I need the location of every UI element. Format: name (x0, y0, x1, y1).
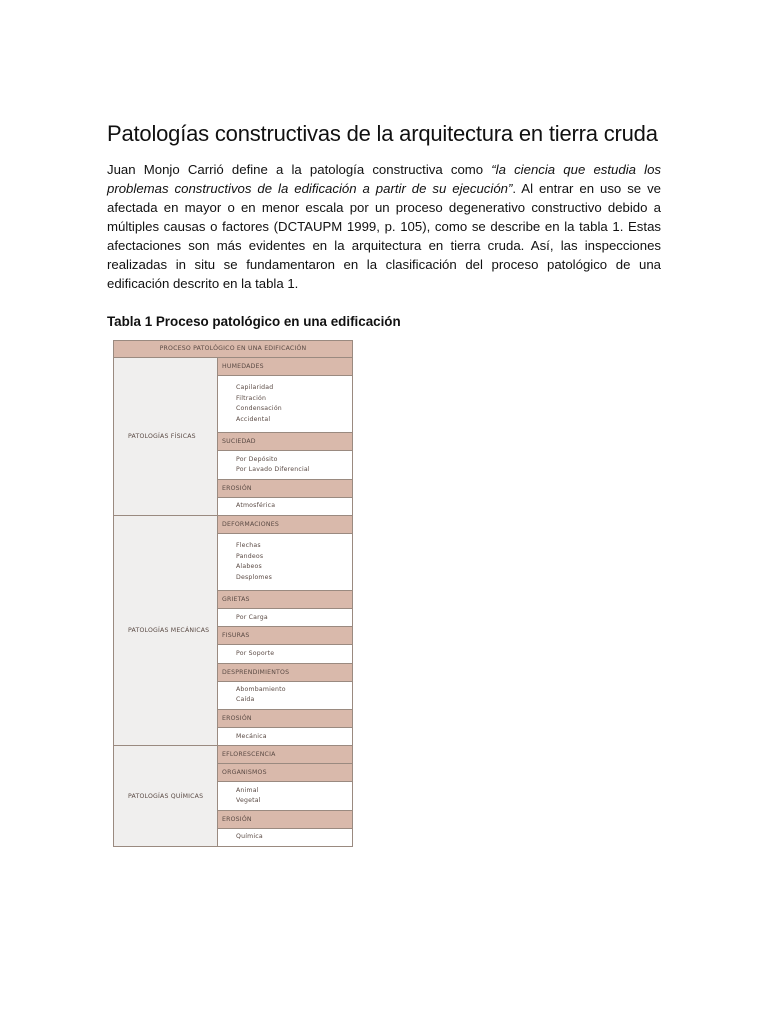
table-category: FISURAS (218, 627, 352, 645)
table-category: DESPRENDIMIENTOS (218, 664, 352, 682)
table-items-cell (218, 829, 352, 847)
table-items-cell (218, 645, 352, 663)
table-item: Abombamiento (236, 685, 286, 693)
table-item: Por Carga (236, 613, 268, 621)
table-item: Por Soporte (236, 649, 275, 657)
table-category: EROSIÓN (218, 480, 352, 498)
table-category: ORGANISMOS (218, 764, 352, 782)
table-item: Desplomes (236, 573, 273, 581)
table-items-cell (218, 728, 352, 746)
table-item: Filtración (236, 394, 267, 402)
body-paragraph (107, 160, 661, 293)
paragraph-quote: “la ciencia que estudia los problemas constructivos de la edificación a partir de su ejecución” (107, 162, 661, 196)
section-heading: Patologías constructivas de la arquitectura en tierra cruda (107, 121, 658, 146)
table-items-cell (218, 682, 352, 711)
table-group: PATOLOGÍAS QUÍMICAS (114, 746, 218, 847)
table-category: EFLORESCENCIA (218, 746, 352, 764)
pathology-table (113, 340, 353, 847)
table-caption: Tabla 1 Proceso patológico en una edificación (107, 314, 401, 329)
table-group: PATOLOGÍAS FÍSICAS (114, 358, 218, 516)
table-item: Mecánica (236, 732, 267, 740)
table-category: SUCIEDAD (218, 433, 352, 451)
table-item: Caída (236, 696, 255, 704)
table-item: Accidental (236, 415, 271, 423)
table-category: EROSIÓN (218, 710, 352, 728)
table-items-cell (218, 609, 352, 627)
table-item: Por Lavado Diferencial (236, 465, 310, 473)
table-item: Química (236, 833, 263, 841)
table-item: Por Depósito (236, 455, 278, 463)
table-item: Flechas (236, 542, 261, 550)
table-item: Atmosférica (236, 502, 276, 510)
table-category: DEFORMACIONES (218, 516, 352, 534)
table-item: Pandeos (236, 552, 264, 560)
table-category: GRIETAS (218, 591, 352, 609)
table-item: Vegetal (236, 797, 261, 805)
table-items-cell (218, 376, 352, 433)
table-category: EROSIÓN (218, 811, 352, 829)
table-items-cell (218, 534, 352, 591)
table-item: Condensación (236, 405, 282, 413)
table-items-cell (218, 451, 352, 480)
paragraph-text-2: . Al entrar en uso se ve afectada en mayor o en menor escala por un proceso degenerativo constructivo debido a múltiples causas o factores (DCTAUPM 1999, p. 105), como se describe en la tabla 1. Estas afectaciones son más evidentes en la arquitectura en tierra cruda. Así, las inspecciones realizadas in situ se fundamentaron en la clasificación del proceso patológico de una edificación descrito en la tabla 1. (107, 181, 661, 291)
table-category: HUMEDADES (218, 358, 352, 376)
table-item: Alabeos (236, 563, 262, 571)
table-header: PROCESO PATOLÓGICO EN UNA EDIFICACIÓN (114, 341, 352, 358)
table-items-cell (218, 782, 352, 811)
table-items-cell (218, 498, 352, 516)
table-item: Animal (236, 786, 259, 794)
table-item: Capilaridad (236, 384, 274, 392)
table-group: PATOLOGÍAS MECÁNICAS (114, 516, 218, 746)
paragraph-text-1: Juan Monjo Carrió define a la patología constructiva como (107, 162, 492, 177)
